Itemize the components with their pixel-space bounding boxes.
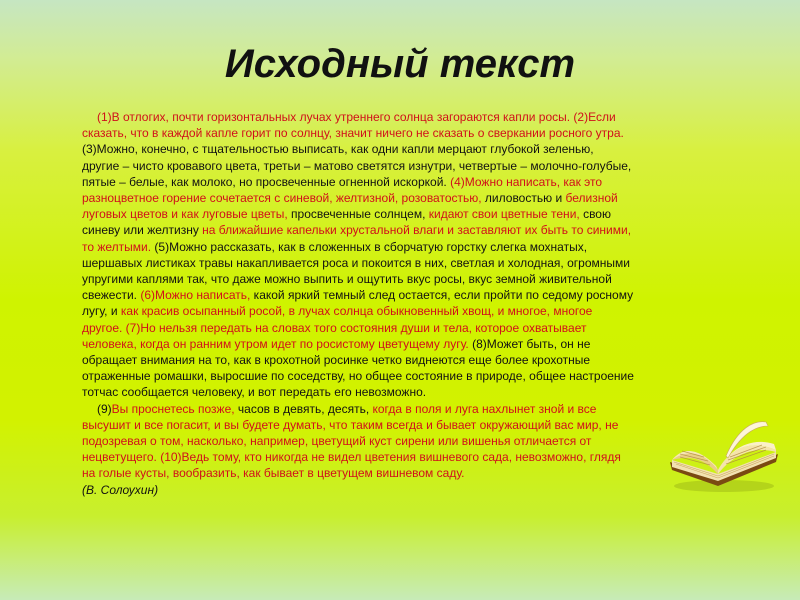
sentence-6-part-b: какой яркий темный след остается, если пройти по седому росному лугу, и (82, 288, 634, 319)
sentence-9-part-d: когда в поля и луга нахлынет зной и все высушит и все погасит, и вы будете думать, что таким всегда и бывает окружающий вас мир, не подозревая о том, насколько, например, цветущий куст сирени или вишенья отличается от нецветущего. (82, 401, 619, 465)
slide-title: Исходный текст (224, 42, 576, 86)
sentence-4-part-e: кидают свои цветные тени, (428, 207, 580, 222)
sentence-9-part-c: часов в девять, десять, (234, 401, 373, 416)
sentence-5: (5)Можно рассказать, как в сложенных в сборчатую горстку слегка мохнатых, шершавых листиках травы накапливается роса и покоится в них, светлая и холодная, огромными упругими каплями так, что даже можно выпить и ощутить вкус росы, вкус земной живительной свежести. (82, 239, 630, 303)
sentence-6-part-a: (6)Можно написать, (137, 288, 251, 303)
sentence-4-part-f: свою синеву или желтизну (82, 207, 611, 238)
sentence-4-part-b: лиловостью и (481, 191, 566, 206)
sentence-6-7: как красив осыпанный росой, в лучах солнца обыкновенный хвощ, и многое, многое другое. (7)Но нельзя передать на словах того состояния души и тела, которое охватывает человека, когда он ранним утром идет по росистому цветущему лугу. (82, 304, 593, 351)
sentence-4-part-g: на ближайшие капельки хрустальной влаги и заставляют их быть то синими, то желтыми. (82, 223, 632, 254)
open-book-icon (666, 410, 782, 494)
paragraph-2 (82, 401, 634, 482)
sentence-10: (10)Ведь тому, кто никогда не видел цветения вишневого сада, невозможно, глядя на голые кусты, вообразить, как бывает в цветущем вишневом саду. (82, 450, 621, 481)
sentence-9-number: (9) (97, 401, 112, 416)
paragraph-1 (82, 109, 634, 401)
sentence-4-part-a: (4)Можно написать, как это разноцветное горение сочетается с синевой, желтизной, розоватостью, (82, 174, 603, 206)
sentence-4-part-c: белизной луговых цветов и как луговые цветы, (82, 191, 618, 222)
author-attribution: (В. Солоухин) (82, 482, 159, 497)
sentence-3: (3)Можно, конечно, с тщательностью выписать, как одни капли мерцают глубокой зеленью, другие – чисто кровавого цвета, третьи – матово светятся изнутри, четвертые – молочно-голубые, пятые – белые, как молоко, но просвеченные огненной искоркой. (82, 142, 632, 189)
sentence-8: (8)Может быть, он не обращает внимания на то, как в крохотной росинке четко виднеются еще более крохотные отраженные ромашки, выросшие по соседству, но общее состояние в природе, общее настроение тотчас сообщается человеку, и вот передать его невозможно. (82, 336, 634, 400)
sentence-2: (2)Если сказать, что в каждой капле горит по солнцу, значит ничего не сказать о сверкании росного утра. (82, 110, 624, 141)
sentence-9-part-b: Вы проснетесь позже, (111, 401, 235, 416)
sentence-1: (1)В отлогих, почти горизонтальных лучах утреннего солнца загораются капли росы. (97, 110, 571, 124)
sentence-4-part-d: просвеченные солнцем, (287, 207, 429, 222)
text-body (82, 109, 634, 498)
